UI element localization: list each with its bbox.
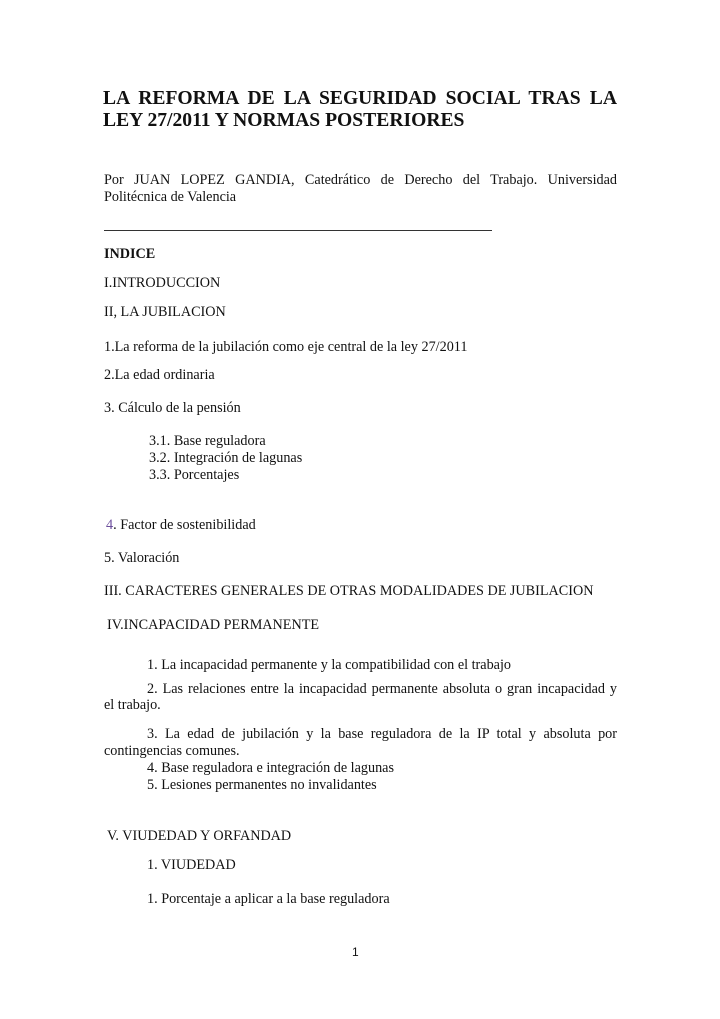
toc-item-incapacidad: IV.INCAPACIDAD PERMANENTE xyxy=(107,617,320,633)
toc-item-jubilacion-2: 2.La edad ordinaria xyxy=(104,367,215,383)
toc-item-viudedad-1: 1. Porcentaje a aplicar a la base reguladora xyxy=(147,891,390,907)
page-number: 1 xyxy=(352,945,359,959)
toc-item-jubilacion-3-1: 3.1. Base reguladora xyxy=(149,433,266,449)
toc-item-incapacidad-5: 5. Lesiones permanentes no invalidantes xyxy=(147,777,377,793)
toc-item-introduccion: I.INTRODUCCION xyxy=(104,275,221,291)
separator-rule xyxy=(104,230,492,231)
index-heading: INDICE xyxy=(104,246,156,262)
document-title xyxy=(103,88,617,132)
toc-item-jubilacion-3: 3. Cálculo de la pensión xyxy=(104,400,241,416)
author-line-2: Politécnica de Valencia xyxy=(104,189,237,205)
toc-item-incapacidad-2-line-1: 2. Las relaciones entre la incapacidad permanente absoluta o gran incapacidad y xyxy=(147,681,617,697)
toc-item-viudedad-orfandad: V. VIUDEDAD Y ORFANDAD xyxy=(107,828,292,844)
toc-item-incapacidad-2-line-2: el trabajo. xyxy=(104,697,161,713)
toc-item-incapacidad-4: 4. Base reguladora e integración de lagunas xyxy=(147,760,394,776)
title-line-1: LA REFORMA DE LA SEGURIDAD SOCIAL TRAS LA xyxy=(103,88,617,109)
toc-item-jubilacion-3-2: 3.2. Integración de lagunas xyxy=(149,450,303,466)
toc-item-incapacidad-1: 1. La incapacidad permanente y la compatibilidad con el trabajo xyxy=(147,657,511,673)
toc-item-jubilacion-5: 5. Valoración xyxy=(104,550,180,566)
toc-item-text: . Factor de sostenibilidad xyxy=(113,517,256,533)
title-line-2: LEY 27/2011 Y NORMAS POSTERIORES xyxy=(103,110,465,131)
toc-item-incapacidad-3-line-1: 3. La edad de jubilación y la base reguladora de la IP total y absoluta por xyxy=(147,726,617,742)
toc-item-number: 4 xyxy=(106,517,114,533)
toc-item-jubilacion-3-3: 3.3. Porcentajes xyxy=(149,467,240,483)
author-line-1: Por JUAN LOPEZ GANDIA, Catedrático de Derecho del Trabajo. Universidad xyxy=(104,172,617,188)
toc-item-jubilacion-1: 1.La reforma de la jubilación como eje central de la ley 27/2011 xyxy=(104,339,468,355)
toc-item-incapacidad-3-line-2: contingencias comunes. xyxy=(104,743,240,759)
toc-item-caracteres: III. CARACTERES GENERALES DE OTRAS MODALIDADES DE JUBILACION xyxy=(104,583,594,599)
toc-item-jubilacion-4 xyxy=(106,517,256,534)
toc-item-viudedad: 1. VIUDEDAD xyxy=(147,857,236,873)
toc-item-jubilacion: II, LA JUBILACION xyxy=(104,304,226,320)
